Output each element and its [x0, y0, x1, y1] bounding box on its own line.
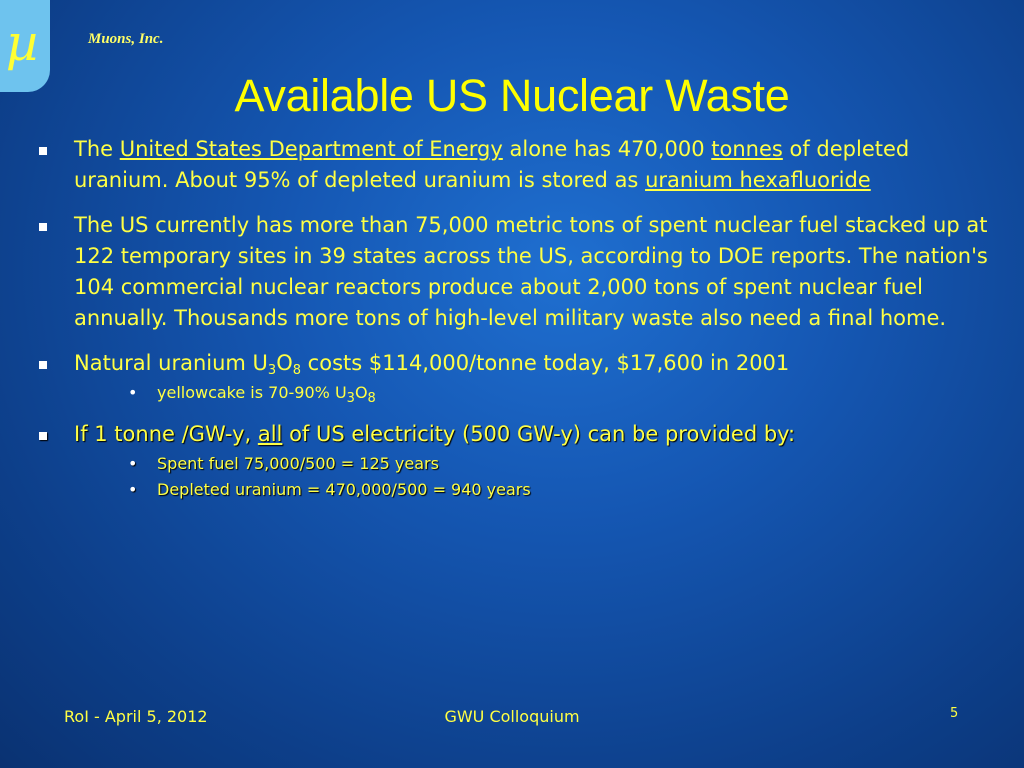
bullet-natural-uranium: Natural uranium $U_3O_8$ costs $114,000/tonne today, $17,600 in 2001 • yellowcake is 70-90% $U_3O_8$ [36, 348, 996, 405]
emphasis-all: all [257, 422, 283, 446]
dot-bullet-icon: • [128, 454, 138, 473]
dot-bullet-icon: • [128, 480, 138, 499]
bullet-spent-fuel: The US currently has more than 75,000 metric tons of spent nuclear fuel stacked up at 122 temporary sites in 39 states across the US, according to DOE reports. The nation's 104 commercial nuclear reactors produce about 2,000 tons of spent nuclear fuel annually. Thousands more tons of high-level military waste also need a final home. [36, 210, 996, 334]
mu-logo-icon: µ [5, 14, 39, 72]
square-bullet-icon [39, 361, 47, 369]
square-bullet-icon [39, 432, 47, 440]
doe-link[interactable]: United States Department of Energy [119, 137, 503, 161]
slide-body [36, 134, 996, 516]
square-bullet-icon [39, 223, 47, 231]
tonnes-link[interactable]: tonnes [711, 137, 783, 161]
page-number: 5 [950, 706, 959, 721]
bullet-electricity-provision: If 1 tonne /GW-y, all of US electricity (500 GW-y) can be provided by: • Spent fuel 75,000/500 = 125 years • Depleted uranium = 470,000/500 = 940 years [36, 419, 996, 502]
square-bullet-icon [39, 147, 47, 155]
footer-date: RoI - April 5, 2012 [64, 707, 208, 726]
uranium-hexafluoride-link[interactable]: uranium hexafluoride [645, 168, 871, 192]
company-name: Muons, Inc. [88, 31, 164, 47]
sub-bullet-depleted-uranium-years: • Depleted uranium = 470,000/500 = 940 years [128, 480, 531, 499]
bullet-doe-depleted-uranium: The United States Department of Energy alone has 470,000 tonnes of depleted uranium. About 95% of depleted uranium is stored as uranium hexafluoride [36, 134, 996, 196]
footer-event: GWU Colloquium [444, 707, 580, 726]
sub-bullet-spent-fuel-years: • Spent fuel 75,000/500 = 125 years [128, 454, 439, 473]
slide-title: Available US Nuclear Waste [234, 70, 790, 121]
sub-bullet-yellowcake: • yellowcake is 70-90% $U_3O_8$ [128, 383, 376, 406]
dot-bullet-icon: • [128, 383, 138, 402]
